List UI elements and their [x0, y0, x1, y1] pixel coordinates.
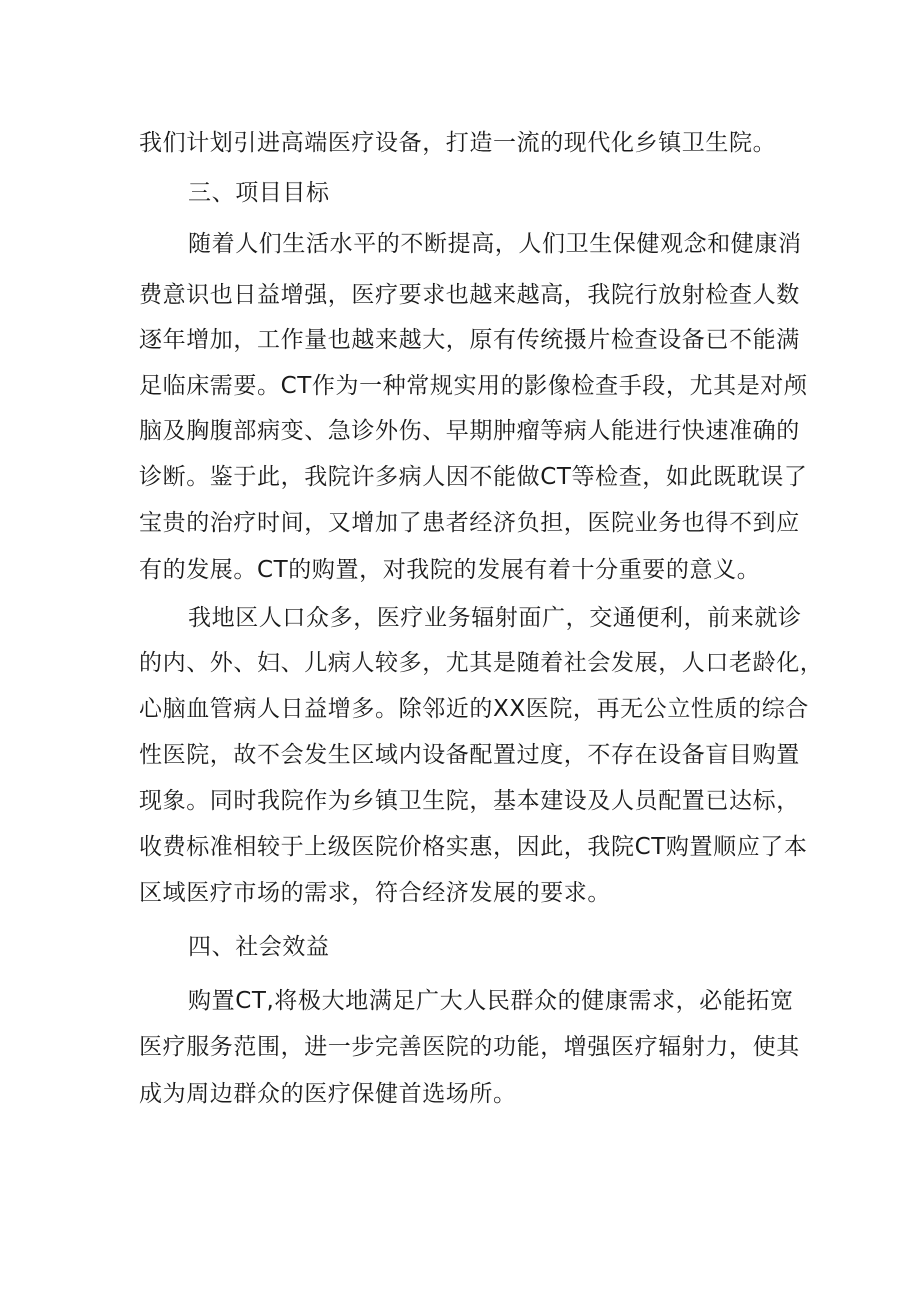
paragraph-line: 购置CT,将极大地满足广大人民群众的健康需求，必能拓宽 [188, 988, 794, 1014]
paragraph-line: 性医院，故不会发生区域内设备配置过度，不存在设备盲目购置 [139, 742, 800, 768]
paragraph-line: 随着人们生活水平的不断提高，人们卫生保健观念和健康消 [188, 231, 802, 257]
paragraph-line: 收费标准相较于上级医院价格实惠，因此，我院CT购置顺应了本 [139, 834, 808, 860]
paragraph-line: 的内、外、妇、儿病人较多，尤其是随着社会发展，人口老龄化， [139, 650, 824, 676]
paragraph-line: 我地区人口众多，医疗业务辐射面广，交通便利，前来就诊 [188, 605, 802, 631]
paragraph-line: 心脑血管病人日益增多。除邻近的XX医院，再无公立性质的综合 [139, 696, 809, 722]
paragraph-line: 脑及胸腹部病变、急诊外伤、早期肿瘤等病人能进行快速准确的 [139, 418, 800, 444]
section-heading-goals: 三、项目目标 [188, 180, 330, 206]
paragraph-line: 区域医疗市场的需求，符合经济发展的要求。 [139, 880, 611, 906]
paragraph-line: 有的发展。CT的购置，对我院的发展有着十分重要的意义。 [139, 557, 761, 583]
paragraph-line: 我们计划引进高端医疗设备，打造一流的现代化乡镇卫生院。 [139, 130, 777, 156]
paragraph-line: 现象。同时我院作为乡镇卫生院，基本建设及人员配置已达标， [139, 788, 800, 814]
paragraph-line: 诊断。鉴于此，我院许多病人因不能做CT等检查，如此既耽误了 [139, 464, 808, 490]
paragraph-line: 成为周边群众的医疗保健首选场所。 [139, 1081, 517, 1107]
paragraph-line: 医疗服务范围，进一步完善医院的功能，增强医疗辐射力，使其 [139, 1034, 800, 1060]
paragraph-line: 逐年增加，工作量也越来越大，原有传统摄片检查设备已不能满 [139, 327, 800, 353]
paragraph-line: 宝贵的治疗时间，又增加了患者经济负担，医院业务也得不到应 [139, 510, 800, 536]
paragraph-line: 费意识也日益增强，医疗要求也越来越高，我院行放射检查人数 [139, 282, 800, 308]
section-heading-social-benefits: 四、社会效益 [188, 934, 330, 960]
paragraph-line: 足临床需要。CT作为一种常规实用的影像检查手段，尤其是对颅 [139, 373, 808, 399]
